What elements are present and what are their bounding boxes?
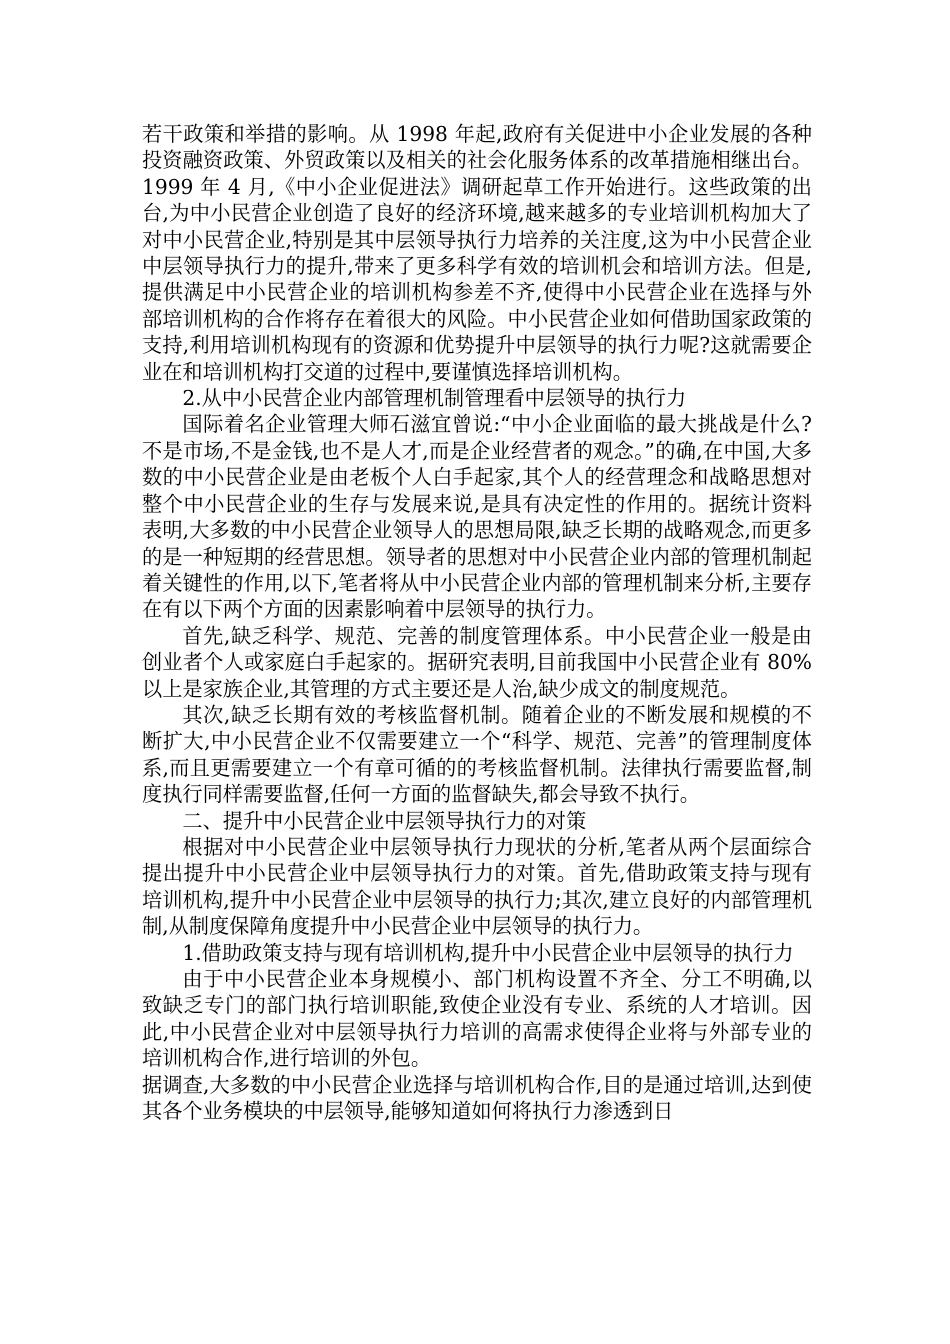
section-heading-internal-management: 2.从中小民营企业内部管理机制管理看中层领导的执行力 [182,386,687,411]
paragraph-policy-impact: 若干政策和举措的影响。从 1998 年起,政府有关促进中小企业发展的各种投资融资政策、外贸政策以及相关的社会化服务体系的改革措施相继出台。1999 年 4 月,《中小企业促进法》调研起草工作开始进行。这些政策的出台,为中小民营企业创造了良好的经济环境,越来越多的专业培训机构加大了对中小民营企业,特别是其中层领导执行力培养的关注度,这为中小民营企业中层领导执行力的提升,带来了更多科学有效的培训机会和培训方法。但是,提供满足中小民营企业的培训机构参差不齐,使得中小民营企业在选择与外部培训机构的合作将存在着很大的风险。中小民营企业如何借助国家政策的支持,利用培训机构现有的资源和优势提升中层领导的执行力呢?这就需要企业在和培训机构打交道的过程中,要谨慎选择培训机构。 [142,122,812,384]
paragraph-manager-philosophy: 国际着名企业管理大师石滋宜曾说:“中小企业面临的最大挑战是什么?不是市场,不是金钱,也不是人才,而是企业经营者的观念。”的确,在中国,大多数的中小民营企业是由老板个人白手起家,其个人的经营理念和战略思想对整个中小民营企业的生存与发展来说,是具有决定性的作用的。据统计资料表明,大多数的中小民营企业领导人的思想局限,缺乏长期的战略观念,而更多的是一种短期的经营思想。领导者的思想对中小民营企业内部的管理机制起着关键性的作用,以下,笔者将从中小民营企业内部的管理机制来分析,主要存在有以下两个方面的因素影响着中层领导的执行力。 [142,412,812,622]
document-body [142,121,812,1124]
section-heading-countermeasures: 二、提升中小民营企业中层领导执行力的对策 [182,808,587,833]
section-heading-training-institutions: 1.借助政策支持与现有培训机构,提升中小民营企业中层领导的执行力 [182,940,794,965]
paragraph-countermeasures-overview: 根据对中小民营企业中层领导执行力现状的分析,笔者从两个层面综合提出提升中小民营企业中层领导执行力的对策。首先,借助政策支持与现有培训机构,提升中小民营企业中层领导的执行力;其次,建立良好的内部管理机制,从制度保障角度提升中小民营企业中层领导的执行力。 [142,834,812,939]
paragraph-survey: 据调查,大多数的中小民营企业选择与培训机构合作,目的是通过培训,达到使其各个业务模块的中层领导,能够知道如何将执行力渗透到日 [142,1072,812,1124]
paragraph-second-factor: 其次,缺乏长期有效的考核监督机制。随着企业的不断发展和规模的不断扩大,中小民营企业不仅需要建立一个“科学、规范、完善”的管理制度体系,而且更需要建立一个有章可循的的考核监督机制。法律执行需要监督,制度执行同样需要监督,任何一方面的监督缺失,都会导致不执行。 [142,702,812,807]
paragraph-first-factor: 首先,缺乏科学、规范、完善的制度管理体系。中小民营企业一般是由创业者个人或家庭白手起家的。据研究表明,目前我国中小民营企业有 80%以上是家族企业,其管理的方式主要还是人治,缺少成文的制度规范。 [142,623,812,701]
paragraph-training-outsourcing: 由于中小民营企业本身规模小、部门机构设置不齐全、分工不明确,以致缺乏专门的部门执行培训职能,致使企业没有专业、系统的人才培训。因此,中小民营企业对中层领导执行力培训的高需求使得企业将与外部专业的培训机构合作,进行培训的外包。 [142,967,812,1071]
